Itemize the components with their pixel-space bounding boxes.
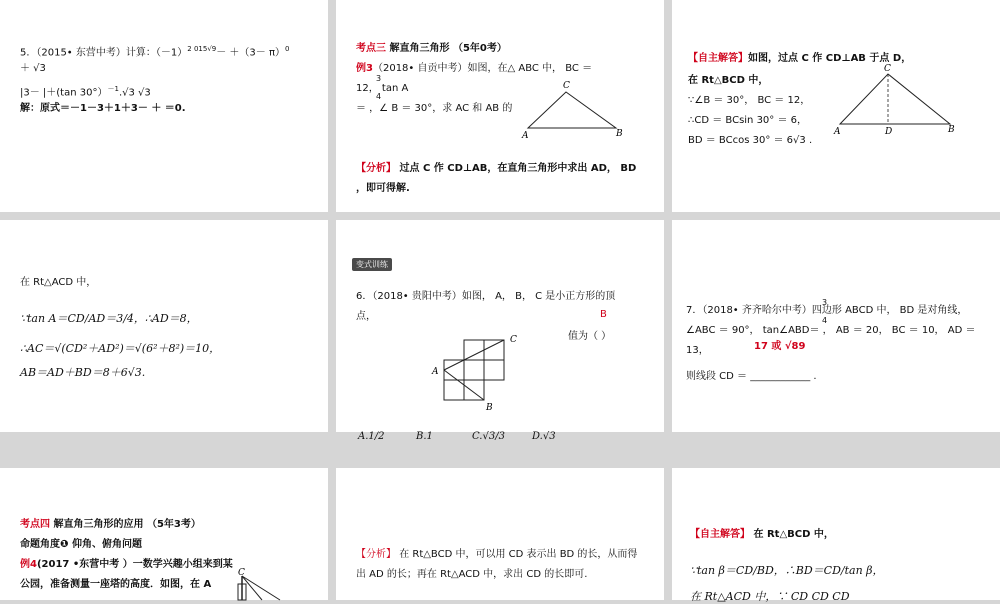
problem-7-line1: 7．（2018• 齐齐哈尔中考）四边形 ABCD 中， BD 是对角线， bbox=[686, 305, 968, 316]
problem-5-line2: ＋ √3 bbox=[20, 63, 46, 74]
solution-line4: ∴CD ＝ BCsin 30° ＝ 6， bbox=[688, 115, 808, 126]
solution-line2: 在 Rt△BCD 中， bbox=[688, 75, 769, 86]
label-a: A bbox=[834, 127, 841, 137]
label-c: C bbox=[238, 568, 245, 578]
grid-squares-figure bbox=[430, 332, 530, 412]
label-c: C bbox=[510, 335, 517, 345]
tan-equation: ∵tan A＝CD/AD＝3/4，∴AD＝8， bbox=[20, 312, 198, 325]
angle-heading: 命题角度❶ 仰角、俯角问题 bbox=[20, 539, 142, 550]
label-b: B bbox=[616, 129, 623, 139]
slide-8 bbox=[336, 468, 664, 600]
problem-7-line4: 则线段 CD ＝ ____________ . bbox=[686, 371, 817, 382]
problem-5-solution: 解：原式＝－1－3＋1＋3－ ＋ ＝0. bbox=[20, 103, 186, 114]
fraction-top: 3 bbox=[822, 298, 828, 307]
option-b: B.1 bbox=[416, 431, 433, 442]
topic-heading: 考点三 解直角三角形 （5年0考） bbox=[356, 43, 507, 54]
solution-line3: 在 Rt△ACD 中，∵ CD CD CD bbox=[690, 590, 850, 603]
solution-line5: BD ＝ BCcos 30° ＝ 6√3 . bbox=[688, 135, 813, 146]
slide-4 bbox=[0, 220, 328, 432]
acd-heading: 在 Rt△ACD 中， bbox=[20, 277, 97, 288]
label-c: C bbox=[563, 81, 570, 91]
option-a: A.1/2 bbox=[358, 431, 385, 442]
solution-line1: 【自主解答】 在 Rt△BCD 中， bbox=[690, 529, 834, 540]
analysis-line1: 【分析】 在 Rt△BCD 中，可以用 CD 表示出 BD 的长，从而得 bbox=[356, 549, 638, 560]
fraction-top: 3 bbox=[376, 74, 382, 83]
problem-6-answer: B bbox=[600, 309, 607, 320]
label-c: C bbox=[884, 64, 891, 74]
problem-7-line3: 13， bbox=[686, 345, 709, 356]
label-b: B bbox=[948, 125, 955, 135]
slide-7 bbox=[0, 468, 328, 600]
solution-line2: ∵tan β＝CD/BD，∴BD＝CD/tan β， bbox=[690, 564, 884, 577]
solution-line3: ∵∠B ＝ 30°， BC ＝ 12， bbox=[688, 95, 811, 106]
slide-9 bbox=[672, 468, 1000, 603]
analysis-line2: ，即可得解. bbox=[356, 183, 410, 194]
variant-training-badge: 变式训练 bbox=[352, 258, 392, 271]
label-b: B bbox=[486, 403, 493, 413]
problem-5-line3: |3－ |＋(tan 30°）$^{-1}$.√3 √3 bbox=[20, 85, 151, 99]
slide-6 bbox=[672, 220, 1000, 432]
triangle-acd-figure bbox=[832, 62, 958, 136]
problem-7-answer: 17 或 √89 bbox=[754, 341, 806, 352]
tower-figure bbox=[232, 566, 292, 600]
problem-6-line1: 6．（2018• 贵阳中考）如图， A， B， C 是小正方形的顶 bbox=[356, 291, 616, 302]
ab-equation: AB＝AD＋BD＝8＋6√3. bbox=[20, 366, 146, 379]
example-3-line1: 例3（2018• 自贡中考）如图，在△ ABC 中， BC ＝ bbox=[356, 63, 593, 74]
slide-5 bbox=[336, 220, 664, 442]
problem-7-line2: ∠ABC ＝ 90°， tan∠ABD＝ ， AB ＝ 20， BC ＝ 10， AD ＝ bbox=[686, 325, 976, 336]
slide-3 bbox=[672, 0, 1000, 212]
fraction-bottom: 4 bbox=[822, 316, 828, 325]
label-d: D bbox=[885, 127, 893, 137]
analysis: 【分析】 过点 C 作 CD⊥AB，在直角三角形中求出 AD， BD bbox=[356, 163, 637, 174]
example-4-line2: 公园，准备测量一座塔的高度．如图，在 A bbox=[20, 579, 212, 590]
analysis-line2: 出 AD 的长；再在 Rt△ACD 中，求出 CD 的长即可. bbox=[356, 569, 588, 580]
label-a: A bbox=[522, 131, 529, 141]
example-4-line1: 例4(2017 •东营中考 ）一数学兴趣小组来到某 bbox=[20, 559, 233, 570]
problem-6-line3: 值为（ ） bbox=[568, 331, 612, 342]
topic-heading: 考点四 解直角三角形的应用 （5年3考） bbox=[20, 519, 201, 530]
problem-6-line2: 点， bbox=[356, 311, 376, 322]
slide-2 bbox=[336, 0, 664, 212]
problem-5-line1: 5．（2015• 东营中考）计算：$(-1)^{2 015√9}- +(3- \pi)^0$ bbox=[20, 45, 290, 59]
example-3-line3: ＝ ，∠ B ＝ 30°，求 AC 和 AB 的 bbox=[356, 103, 513, 114]
solution-line1: 【自主解答】如图，过点 C 作 CD⊥AB 于点 D， bbox=[688, 53, 912, 64]
label-a: A bbox=[432, 367, 439, 377]
option-c: C.√3/3 bbox=[472, 431, 505, 442]
triangle-abc-figure bbox=[522, 76, 632, 140]
ac-equation: ∴AC＝√(CD²＋AD²)＝√(6²＋8²)＝10， bbox=[20, 342, 221, 355]
example-3-line2: 12， tan A bbox=[356, 83, 409, 94]
option-d: D.√3 bbox=[532, 431, 556, 442]
fraction-bottom: 4 bbox=[376, 92, 382, 101]
slide-1 bbox=[0, 0, 328, 212]
